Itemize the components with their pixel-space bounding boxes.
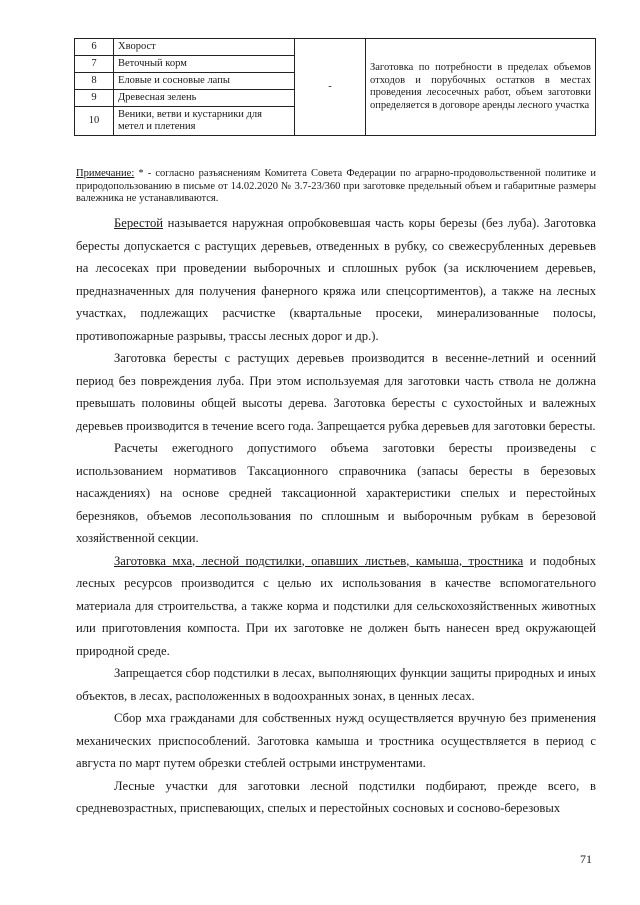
term-moss-litter: Заготовка мха, лесной подстилки, опавших листьев, камыша, тростника [114, 553, 524, 568]
resource-name: Еловые и сосновые лапы [114, 73, 295, 90]
row-number: 9 [75, 90, 114, 107]
paragraph-volume-calculation: Расчеты ежегодного допустимого объема заготовки бересты произведены с использованием нормативов Таксационного справочника (запасы бересты в березовых насаждениях) на основе средней таксационной характеристики спелых и перестойных березняков, объемов лесопользования по сплошным и выборочным рубкам в березовой хозяйственной секции. [76, 441, 596, 545]
resources-table [74, 38, 596, 136]
row-number: 7 [75, 56, 114, 73]
row-number: 10 [75, 107, 114, 136]
footnote [76, 168, 596, 206]
harvest-note-cell: Заготовка по потребности в пределах объемов отходов и порубочных остатков в местах проведения лесосечных работ, объем заготовки определяется в договоре аренды лесного участка [366, 39, 596, 136]
term-birch-bark: Берестой [114, 216, 163, 230]
table-row [75, 39, 596, 56]
volume-cell: - [295, 39, 366, 136]
footnote-text: * - согласно разъяснениям Комитета Совета Федерации по аграрно-продовольственной политике и природопользованию в письме от 14.02.2020 № 3.7-23/360 при заготовке предельный объем и габаритные размеры валежника не устанавливаются. [76, 168, 596, 204]
paragraph-birch-bark-harvest: Заготовка бересты с растущих деревьев производится в весенне-летний и осенний период без повреждения луба. При этом используемая для заготовки часть ствола не должна превышать половины общей высоты дерева. Заготовка бересты с сухостойных и валежных деревьев производится в течение всего года. Запрещается рубка деревьев для заготовки бересты. [76, 351, 596, 433]
paragraph-text: называется наружная опробковевшая часть коры березы (без луба). Заготовка бересты допускается с растущих деревьев, отведенных в рубку, со свежесрубленных деревьев на лесосеках при проведении выборочных и сплошных рубок (за исключением деревьев, предназначенных для получения фанерного кряжа или спецсортиментов), а также на лесных участках, подлежащих расчистке (квартальные просеки, минерализованные полосы, противопожарные разрывы, трассы лесных дорог и др.). [76, 216, 596, 343]
resource-name: Древесная зелень [114, 90, 295, 107]
paragraph-forest-plots: Лесные участки для заготовки лесной подстилки подбирают, прежде всего, в средневозрастных, приспевающих, спелых и перестойных сосновых и сосново-березовых [76, 778, 596, 815]
resource-name: Хворост [114, 39, 295, 56]
page-number: 71 [580, 852, 592, 866]
paragraph-litter-prohibition: Запрещается сбор подстилки в лесах, выполняющих функции защиты природных и иных объектов, в лесах, расположенных в водоохранных зонах, в ценных лесах. [76, 666, 596, 703]
resource-name: Веточный корм [114, 56, 295, 73]
footnote-label: Примечание: [76, 168, 135, 179]
paragraph-moss-collection: Сбор мха гражданами для собственных нужд осуществляется вручную без применения механических приспособлений. Заготовка камыша и тростника осуществляется в период с августа по март путем обрезки стеблей острыми инструментами. [76, 711, 596, 770]
paragraph-moss-litter [76, 550, 596, 663]
body-text [76, 212, 596, 820]
row-number: 6 [75, 39, 114, 56]
row-number: 8 [75, 73, 114, 90]
paragraph-text: и подобных лесных ресурсов производится с целью их использования в качестве вспомогательного материала для строительства, а также корма и подстилки для сельскохозяйственных животных или приготовления компоста. При их заготовке не должен быть нанесен вред окружающей природной среде. [76, 553, 596, 658]
resource-name: Веники, ветви и кустарники для метел и плетения [114, 107, 295, 136]
paragraph-birch-bark [76, 212, 596, 347]
